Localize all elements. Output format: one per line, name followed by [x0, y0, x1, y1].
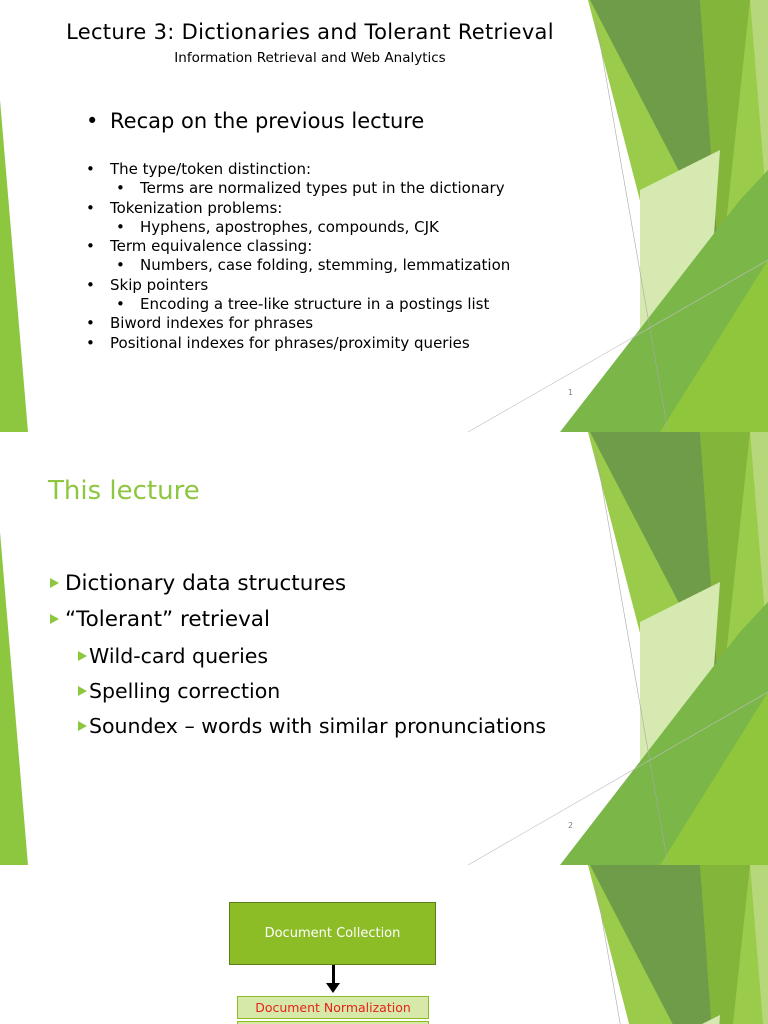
- document-normalization-box: Document Normalization: [237, 996, 429, 1019]
- sub-bullet-item: • Terms are normalized types put in the dictionary: [116, 179, 505, 198]
- bullet-icon: •: [86, 160, 95, 178]
- slide-title: Lecture 3: Dictionaries and Tolerant Retrieval: [66, 20, 554, 44]
- bullet-icon: •: [116, 217, 125, 236]
- bullet-icon: •: [116, 179, 125, 198]
- list-item: Spelling correction: [78, 679, 280, 703]
- arrow-down-icon: [332, 965, 335, 985]
- triangle-bullet-icon: [78, 651, 87, 661]
- bullet-icon: •: [86, 314, 95, 333]
- sub-bullet-item: • Encoding a tree-like structure in a postings list: [116, 295, 490, 314]
- triangle-bullet-icon: [78, 686, 87, 696]
- left-accent-triangle: [0, 100, 28, 432]
- sub-bullet-item: • Hyphens, apostrophes, compounds, CJK: [116, 217, 439, 236]
- list-item: “Tolerant” retrieval: [50, 607, 270, 632]
- recap-bullet-list: [86, 160, 510, 353]
- slide-subtitle: Information Retrieval and Web Analytics: [174, 50, 446, 66]
- page-number: 1: [568, 388, 574, 397]
- bullet-icon: •: [86, 198, 95, 217]
- bullet-icon: •: [86, 109, 99, 133]
- bullet-item: • Term equivalence classing:: [86, 237, 313, 256]
- triangle-bullet-icon: [78, 721, 87, 731]
- triangle-bullet-icon: [50, 578, 59, 588]
- page-number: 2: [568, 821, 574, 830]
- recap-heading: • Recap on the previous lecture: [86, 109, 425, 133]
- document-collection-box: Document Collection: [229, 902, 436, 965]
- bullet-item: • The type/token distinction:: [86, 160, 312, 178]
- bullet-item: • Skip pointers: [86, 275, 209, 294]
- list-item: Wild-card queries: [78, 644, 268, 668]
- bullet-item: • Positional indexes for phrases/proximity queries: [86, 333, 470, 352]
- sub-bullet-item: • Numbers, case folding, stemming, lemmatization: [116, 256, 511, 275]
- slide-3: [0, 865, 768, 1024]
- list-item: Soundex – words with similar pronunciations: [78, 714, 546, 738]
- left-accent-triangle: [0, 532, 28, 865]
- bullet-icon: •: [86, 237, 95, 256]
- slide-title: This lecture: [48, 476, 200, 506]
- bullet-icon: •: [86, 275, 95, 294]
- arrow-head-icon: [326, 983, 340, 993]
- bullet-item: • Tokenization problems:: [86, 198, 283, 217]
- bullet-icon: •: [116, 256, 125, 275]
- triangle-bullet-icon: [50, 614, 59, 624]
- bullet-item: • Biword indexes for phrases: [86, 314, 314, 333]
- list-item: Dictionary data structures: [50, 571, 346, 596]
- bullet-icon: •: [116, 295, 125, 314]
- slide-2: [0, 432, 768, 865]
- bullet-icon: •: [86, 333, 95, 352]
- slide-1: [0, 0, 768, 432]
